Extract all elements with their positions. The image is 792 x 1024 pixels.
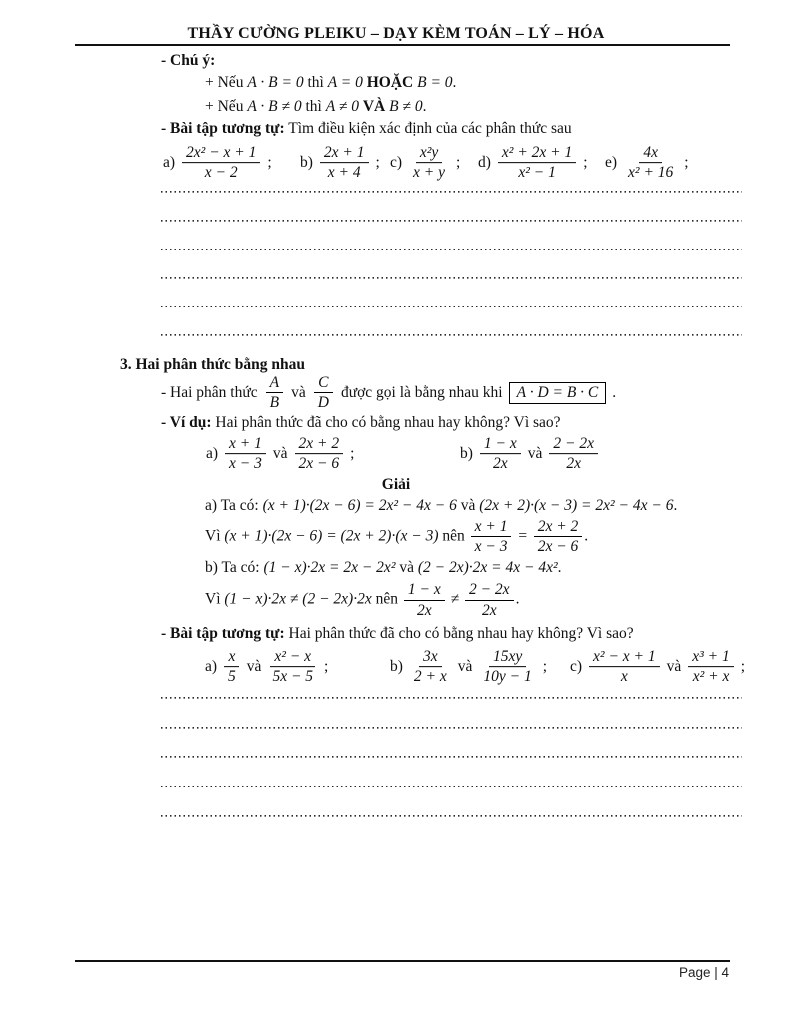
item-label: e) — [605, 154, 618, 171]
header-rule — [75, 44, 730, 46]
fraction-numerator: x² − x — [270, 648, 315, 667]
exercise-item-e — [605, 144, 689, 182]
fraction — [624, 144, 677, 182]
fraction-denominator: 2x − 6 — [537, 538, 579, 556]
item-label: a) — [205, 658, 218, 676]
punctuation: ; — [456, 154, 461, 171]
answer-lines-block-1 — [161, 188, 742, 336]
text-run: và — [527, 444, 543, 462]
exercise-label: - Bài tập tương tự: — [161, 120, 285, 137]
text-run: và — [399, 559, 414, 577]
answer-line — [161, 699, 742, 728]
relation-symbol: = — [517, 527, 528, 545]
item-label: b) — [300, 154, 313, 171]
fraction-numerator: x² − x + 1 — [589, 648, 660, 667]
punctuation: ; — [267, 154, 272, 171]
fraction — [182, 144, 260, 182]
fraction — [404, 581, 445, 619]
punctuation: . — [557, 559, 562, 577]
fraction-denominator: 2x — [481, 601, 497, 619]
fraction-denominator: x + y — [413, 164, 446, 182]
math-run: A ≠ 0 — [325, 98, 359, 115]
fraction — [295, 435, 344, 473]
answer-line — [161, 222, 742, 251]
math-run: A · B = 0 — [247, 74, 304, 91]
note-label: - Chú ý: — [161, 52, 216, 69]
exercise-item-d — [478, 144, 588, 182]
answer-lines-block-2 — [161, 691, 742, 817]
fraction-numerator: x + 1 — [471, 518, 512, 537]
answer-line — [161, 250, 742, 279]
fraction — [471, 518, 512, 556]
text-run: + Nếu — [205, 74, 244, 91]
fraction-numerator: x³ + 1 — [688, 648, 734, 667]
text-run: và — [666, 658, 682, 676]
punctuation: . — [584, 527, 589, 545]
answer-line — [161, 307, 742, 336]
exercise2-row — [0, 643, 792, 691]
math-run: (1 − x)·2x = 2x − 2x² — [263, 559, 396, 577]
text-run: nên — [375, 590, 398, 608]
page-number: Page | 4 — [678, 965, 729, 980]
exercise-item-b — [390, 648, 547, 686]
fraction-numerator: 1 − x — [480, 435, 521, 454]
punctuation: ; — [684, 154, 689, 171]
solution-line-b2 — [205, 581, 792, 619]
note-line-1 — [205, 74, 792, 92]
fraction-numerator: 2x² − x + 1 — [182, 144, 260, 163]
exercise1-row — [0, 138, 792, 188]
fraction-numerator: 2 − 2x — [549, 435, 598, 454]
example-prompt: Hai phân thức đã cho có bằng nhau hay không? Vì sao? — [215, 413, 561, 431]
fraction-denominator: 2x — [566, 455, 582, 473]
fraction — [409, 144, 449, 182]
fraction-denominator: x² + 16 — [628, 164, 674, 182]
exercise-item-a — [205, 648, 328, 686]
relation-symbol: ≠ — [450, 590, 460, 608]
text-run: b) Ta có: — [205, 559, 260, 577]
math-run: (2x + 2)·(x − 3) = 2x² − 4x − 6 — [479, 496, 674, 514]
exercise1-label — [161, 120, 792, 138]
item-label: d) — [478, 154, 491, 171]
text-run: nên — [442, 527, 465, 545]
text-run: thì — [307, 74, 324, 91]
fraction-denominator: x − 3 — [474, 538, 508, 556]
fraction-denominator: 2x — [416, 601, 432, 619]
math-run: (1 − x)·2x ≠ (2 − 2x)·2x — [224, 590, 372, 608]
answer-line — [161, 279, 742, 308]
fraction-denominator: x² − 1 — [518, 164, 556, 182]
example-label-line — [161, 414, 792, 432]
example-label: - Ví dụ: — [161, 413, 212, 431]
fraction — [480, 435, 521, 473]
exercise-item-c — [570, 648, 745, 686]
fraction — [549, 435, 598, 473]
punctuation: . — [422, 98, 427, 115]
answer-line — [161, 729, 742, 758]
math-run: (2 − 2x)·2x = 4x − 4x² — [417, 559, 558, 577]
conjunction: VÀ — [362, 98, 386, 115]
answer-line — [161, 758, 742, 787]
fraction — [534, 518, 583, 556]
example-item-b — [460, 435, 600, 473]
math-run: A · B ≠ 0 — [247, 98, 302, 115]
fraction — [268, 648, 317, 686]
fraction-denominator: 5x − 5 — [272, 668, 314, 686]
math-run: B ≠ 0 — [389, 98, 423, 115]
answer-line — [161, 787, 742, 816]
fraction-numerator: x + 1 — [225, 435, 266, 454]
text-run: a) Ta có: — [205, 496, 259, 514]
fraction — [498, 144, 576, 182]
answer-line — [161, 193, 742, 222]
fraction-numerator: x² + 2x + 1 — [498, 144, 576, 163]
section-heading: 3. Hai phân thức bằng nhau — [120, 355, 306, 373]
exercise-item-a — [163, 144, 272, 182]
text-run: và — [460, 496, 476, 514]
text-run: thì — [305, 98, 322, 115]
fraction-denominator: x + 4 — [327, 164, 361, 182]
text-run: Vì — [205, 590, 221, 608]
text-run: và — [457, 658, 473, 676]
punctuation: ; — [350, 444, 355, 462]
exercise-prompt: Hai phân thức đã cho có bằng nhau hay không? Vì sao? — [288, 625, 634, 643]
solution-line-a1 — [205, 497, 792, 515]
math-run: (x + 1)·(2x − 6) = (2x + 2)·(x − 3) — [224, 527, 439, 545]
punctuation: . — [673, 496, 678, 514]
header-title: THẦY CƯỜNG PLEIKU – DẠY KÈM TOÁN – LÝ – HÓA — [187, 25, 605, 42]
fraction — [314, 374, 333, 412]
fraction — [465, 581, 514, 619]
fraction-numerator: 2 − 2x — [465, 581, 514, 600]
fraction-numerator: 2x + 1 — [320, 144, 369, 163]
fraction-numerator: 2x + 2 — [295, 435, 344, 454]
fraction-denominator: 2x − 6 — [298, 455, 340, 473]
punctuation: . — [515, 590, 520, 608]
punctuation: ; — [324, 658, 329, 676]
solution-line-b1 — [205, 559, 792, 577]
fraction — [320, 144, 369, 182]
exercise-label: - Bài tập tương tự: — [161, 625, 285, 643]
math-run: (x + 1)·(2x − 6) = 2x² − 4x − 6 — [262, 496, 457, 514]
item-label: c) — [390, 154, 403, 171]
fraction-numerator: 15xy — [489, 648, 526, 667]
conjunction: HOẶC — [366, 74, 414, 91]
math-run: A = 0 — [327, 74, 363, 91]
fraction-numerator: C — [314, 374, 332, 393]
fraction-numerator: 2x + 2 — [534, 518, 583, 537]
punctuation: ; — [542, 658, 548, 676]
fraction-denominator: x — [620, 668, 628, 686]
fraction-numerator: 3x — [419, 648, 442, 667]
fraction-denominator: x² + x — [692, 668, 730, 686]
text-run: và — [246, 658, 262, 676]
fraction — [410, 648, 451, 686]
fraction-denominator: 10y − 1 — [483, 668, 532, 686]
fraction — [479, 648, 535, 686]
fraction — [224, 648, 240, 686]
fraction-denominator: 2x — [493, 455, 508, 473]
punctuation: ; — [740, 658, 746, 676]
fraction-denominator: 2 + x — [413, 668, 447, 686]
fraction-denominator: x − 2 — [204, 164, 238, 182]
fraction-denominator: D — [317, 394, 329, 412]
fraction-numerator: 1 − x — [404, 581, 445, 600]
text-run: và — [272, 444, 288, 462]
item-label: a) — [163, 154, 176, 171]
exercise-item-b — [300, 144, 380, 182]
fraction-numerator: x²y — [416, 144, 442, 163]
text-run: + Nếu — [205, 98, 244, 115]
fraction — [225, 435, 266, 473]
exercise2-label — [161, 625, 792, 643]
punctuation: ; — [375, 154, 380, 171]
fraction — [266, 374, 283, 412]
footer-rule — [75, 960, 730, 962]
boxed-formula: A · D = B · C — [509, 382, 607, 404]
item-label: b) — [460, 444, 473, 462]
fraction-numerator: x — [224, 648, 239, 667]
text-run: được gọi là bằng nhau khi — [340, 383, 503, 401]
fraction — [688, 648, 734, 686]
punctuation: . — [452, 74, 457, 91]
punctuation: . — [612, 383, 617, 401]
item-label: c) — [570, 658, 583, 676]
fraction-denominator: x − 3 — [229, 455, 262, 473]
example-item-a — [206, 435, 354, 473]
fraction-denominator: B — [269, 394, 280, 412]
exercise-item-c — [390, 144, 460, 182]
item-label: b) — [390, 658, 403, 676]
fraction — [589, 648, 660, 686]
exercise-prompt: Tìm điều kiện xác định của các phân thức sau — [288, 120, 572, 137]
definition-line — [161, 374, 792, 412]
text-run: Vì — [205, 527, 221, 545]
example-row — [0, 432, 792, 476]
note-line-2 — [205, 98, 792, 116]
fraction-denominator: 5 — [228, 668, 236, 686]
solution-line-a2 — [205, 518, 792, 556]
fraction-numerator: A — [266, 374, 283, 393]
text-run: và — [291, 383, 306, 401]
item-label: a) — [206, 444, 219, 462]
math-run: B = 0 — [417, 74, 453, 91]
punctuation: ; — [583, 154, 588, 171]
text-run: - Hai phân thức — [161, 383, 258, 401]
fraction-numerator: 4x — [639, 144, 662, 163]
answer-line — [161, 691, 742, 699]
solution-title: Giải — [381, 475, 411, 493]
